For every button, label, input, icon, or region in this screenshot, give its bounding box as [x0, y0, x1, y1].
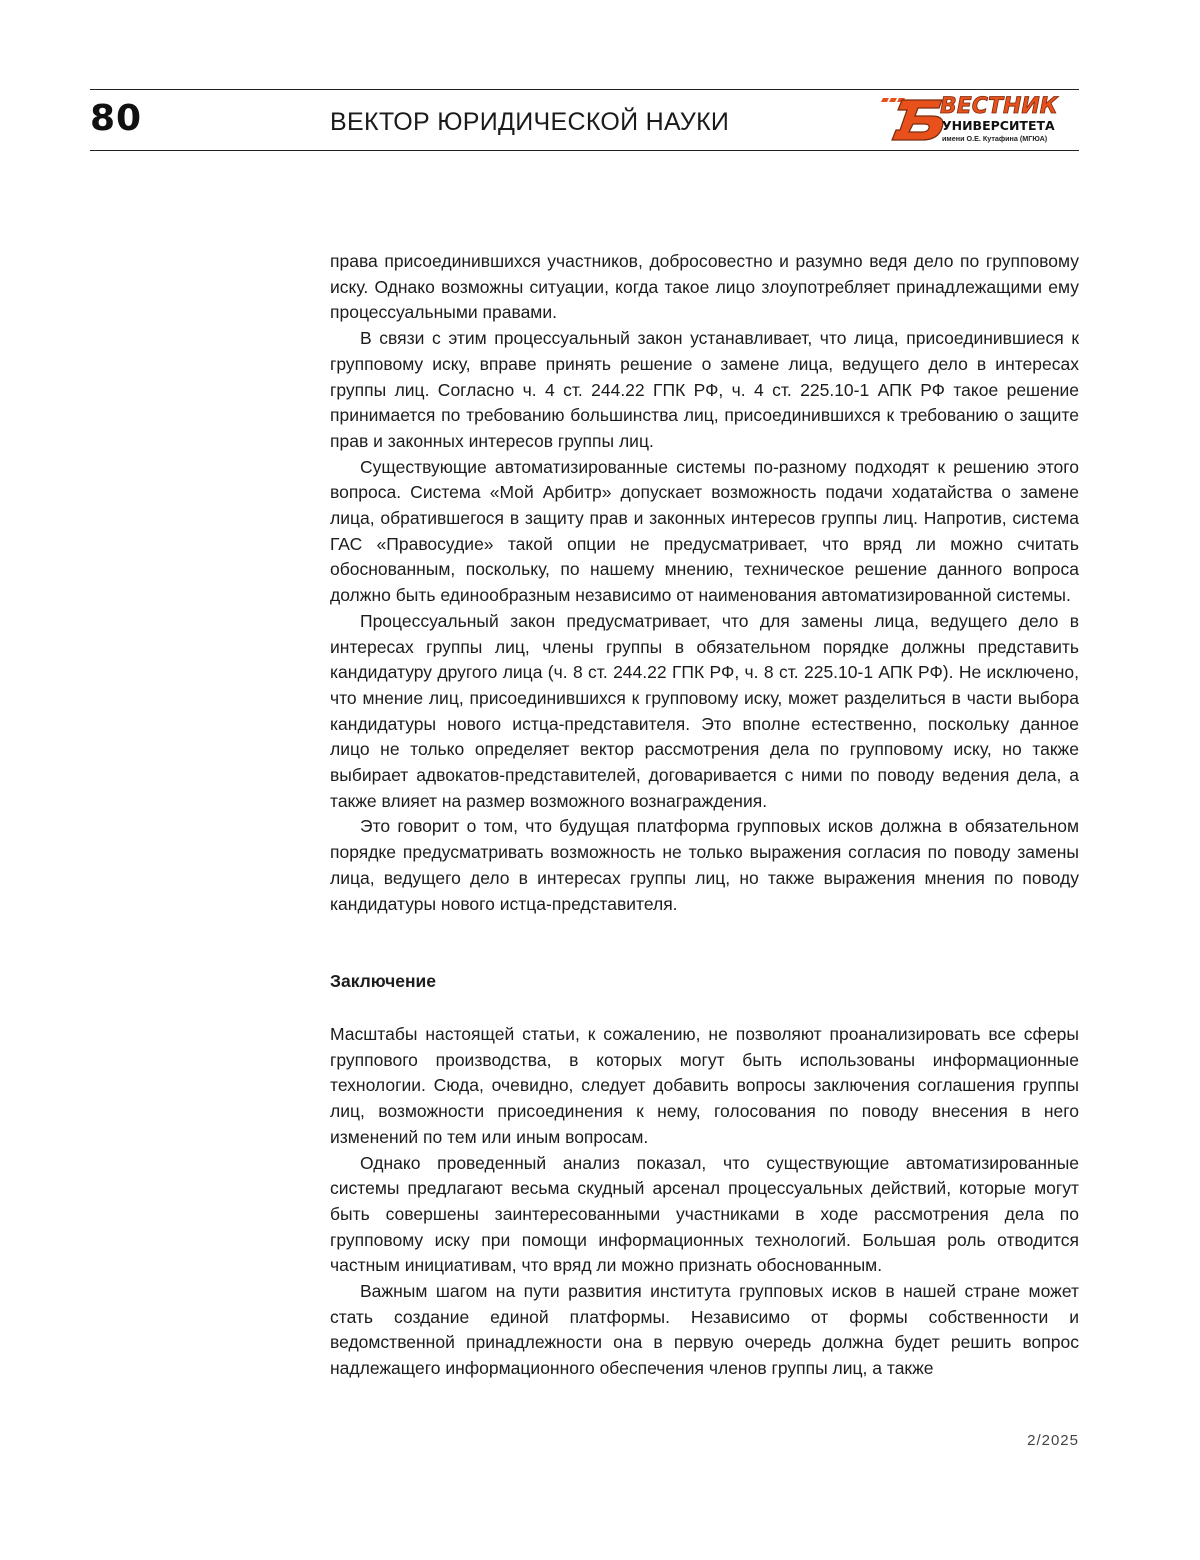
paragraph: Масштабы настоящей статьи, к сожалению, не позволяют проанализировать все сферы группового производства, в которых могут быть использованы информационные технологии. Сюда, очевидно, следует добавить вопросы заключения соглашения группы лиц, возможности присоединения к нему, голосования по поводу внесения в него изменений по тем или иным вопросам. [330, 1022, 1079, 1151]
paragraph: Процессуальный закон предусматривает, что для замены лица, ведущего дело в интересах группы лиц, члены группы в обязательном порядке должны представить кандидатуру другого лица (ч. 8 ст. 244.22 ГПК РФ, ч. 8 ст. 225.10-1 АПК РФ). Не исключено, что мнение лиц, присоединившихся к групповому иску, может разделиться в части выбора кандидатуры нового истца-представителя. Это вполне естественно, поскольку данное лицо не только определяет вектор рассмотрения дела по групповому иску, но также выбирает адвокатов-представителей, договаривается с ними по поводу ведения дела, а также влияет на размер возможного вознаграждения. [330, 609, 1079, 815]
page-number: 80 [90, 98, 142, 139]
conclusion-heading: Заключение [330, 969, 1079, 995]
header-top-rule [90, 89, 1079, 90]
paragraph: Это говорит о том, что будущая платформа групповых исков должна в обязательном порядке предусматривать возможность не только выражения согласия по поводу замены лица, ведущего дело в интересах группы лиц, но также выражения мнения по поводу кандидатуры нового истца-представителя. [330, 814, 1079, 917]
journal-logo [880, 94, 1080, 148]
vestnik-logo-icon [880, 94, 1080, 148]
paragraph: права присоединившихся участников, добросовестно и разумно ведя дело по групповому иску. Однако возможны ситуации, когда такое лицо злоупотребляет принадлежащими ему процессуальными правами. [330, 249, 1079, 326]
paragraph: Важным шагом на пути развития института групповых исков в нашей стране может стать создание единой платформы. Независимо от формы собственности и ведомственной принадлежности она в первую очередь должна будет решить вопрос надлежащего информационного обеспечения членов группы лиц, а также [330, 1279, 1079, 1382]
logo-caption: имени О.Е. Кутафина (МГЮА) [942, 134, 1048, 143]
logo-subtitle: УНИВЕРСИТЕТА [942, 118, 1055, 133]
issue-number: 2/2025 [1027, 1432, 1079, 1449]
paragraph: Существующие автоматизированные системы по-разному подходят к решению этого вопроса. Система «Мой Арбитр» допускает возможность подачи ходатайства о замене лица, обратившегося в защиту прав и законных интересов группы лиц. Напротив, система ГАС «Правосудие» такой опции не предусматривает, что вряд ли можно считать обоснованным, поскольку, по нашему мнению, техническое решение данного вопроса должно быть единообразным независимо от наименования автоматизированной системы. [330, 455, 1079, 609]
section-title: ВЕКТОР ЮРИДИЧЕСКОЙ НАУКИ [330, 108, 729, 137]
article-body [330, 249, 1079, 1382]
logo-title: ВЕСТНИК [940, 94, 1059, 119]
paragraph: В связи с этим процессуальный закон устанавливает, что лица, присоединившиеся к групповому иску, вправе принять решение о замене лица, ведущего дело в интересах группы лиц. Согласно ч. 4 ст. 244.22 ГПК РФ, ч. 4 ст. 225.10-1 АПК РФ такое решение принимается по требованию большинства лиц, присоединившихся к требованию о защите прав и законных интересов группы лиц. [330, 326, 1079, 455]
paragraph: Однако проведенный анализ показал, что существующие автоматизированные системы предлагают весьма скудный арсенал процессуальных действий, которые могут быть совершены заинтересованными участниками в ходе рассмотрения дела по групповому иску при помощи информационных технологий. Большая роль отводится частным инициативам, что вряд ли можно признать обоснованным. [330, 1151, 1079, 1280]
header-bottom-rule [90, 150, 1079, 151]
